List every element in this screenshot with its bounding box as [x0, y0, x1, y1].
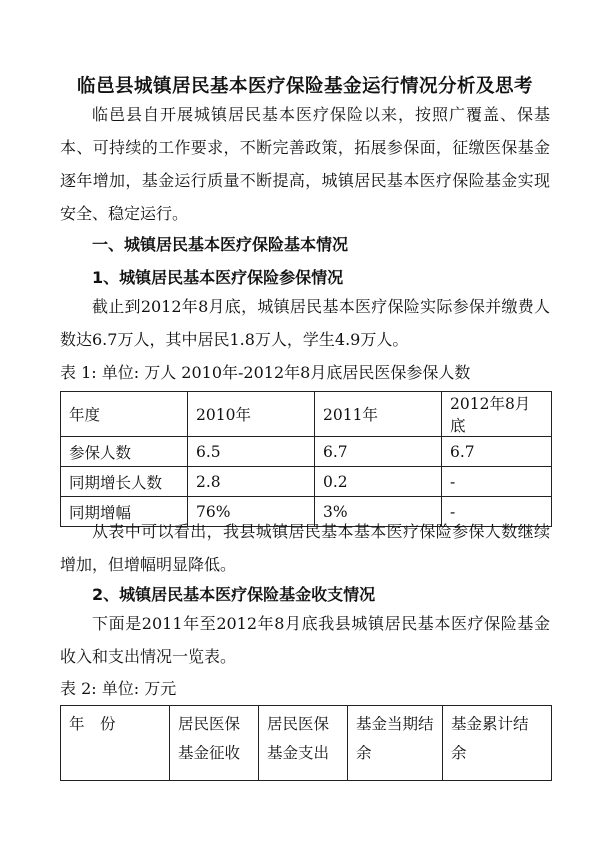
section-1-heading: 一、城镇居民基本医疗保险基本情况 — [92, 235, 349, 254]
table-2-header-row — [61, 706, 552, 781]
table-cell: 2011年 — [315, 392, 442, 437]
table-cell: - — [442, 497, 552, 527]
table-cell: 居民医保基金支出 — [259, 706, 348, 781]
table-row — [61, 467, 552, 497]
table-cell: - — [442, 467, 552, 497]
table-cell: 3% — [315, 497, 442, 527]
subsection-2-paragraph: 下面是2011年至2012年8月底我县城镇居民基本医疗保险基金收入和支出情况一览表。 — [60, 614, 550, 666]
table-cell: 2012年8月底 — [442, 392, 552, 437]
table-cell: 同期增长人数 — [61, 467, 188, 497]
table-cell: 76% — [188, 497, 315, 527]
table-cell: 0.2 — [315, 467, 442, 497]
subsection-1-paragraph: 截止到2012年8月底，城镇居民基本医疗保险实际参保并缴费人数达6.7万人，其中居民1.8万人，学生4.9万人。 — [60, 297, 550, 349]
subsection-2-heading: 2、城镇居民基本医疗保险基金收支情况 — [92, 585, 376, 604]
table-cell: 2010年 — [188, 392, 315, 437]
table-2-caption: 表 2: 单位: 万元 — [60, 679, 177, 698]
table-cell: 年 份 — [61, 706, 170, 781]
table-cell: 同期增幅 — [61, 497, 188, 527]
table-cell: 6.5 — [188, 437, 315, 467]
subsection-1-heading: 1、城镇居民基本医疗保险参保情况 — [92, 268, 344, 287]
table-cell: 6.7 — [442, 437, 552, 467]
table-1-header-row — [61, 392, 552, 437]
table-cell: 基金累计结余 — [443, 706, 552, 781]
table-cell: 年度 — [61, 392, 188, 437]
table-1-analysis-paragraph: 从表中可以看出，我县城镇居民基本基本医疗保险参保人数继续增加，但增幅明显降低。 — [60, 522, 550, 574]
table-row — [61, 437, 552, 467]
document-title: 临邑县城镇居民基本医疗保险基金运行情况分析及思考 — [76, 76, 533, 97]
table-2 — [60, 705, 552, 781]
intro-paragraph: 临邑县自开展城镇居民基本医疗保险以来，按照广覆盖、保基本、可持续的工作要求，不断完善政策，拓展参保面，征缴医保基金逐年增加，基金运行质量不断提高，城镇居民基本医疗保险基金实现安全、稳定运行。 — [60, 105, 550, 223]
table-1-caption: 表 1: 单位: 万人 2010年-2012年8月底居民医保参保人数 — [60, 363, 471, 382]
table-cell: 基金当期结余 — [348, 706, 443, 781]
table-cell: 2.8 — [188, 467, 315, 497]
table-cell: 居民医保基金征收 — [170, 706, 259, 781]
table-1 — [60, 391, 552, 527]
table-cell: 参保人数 — [61, 437, 188, 467]
table-cell: 6.7 — [315, 437, 442, 467]
